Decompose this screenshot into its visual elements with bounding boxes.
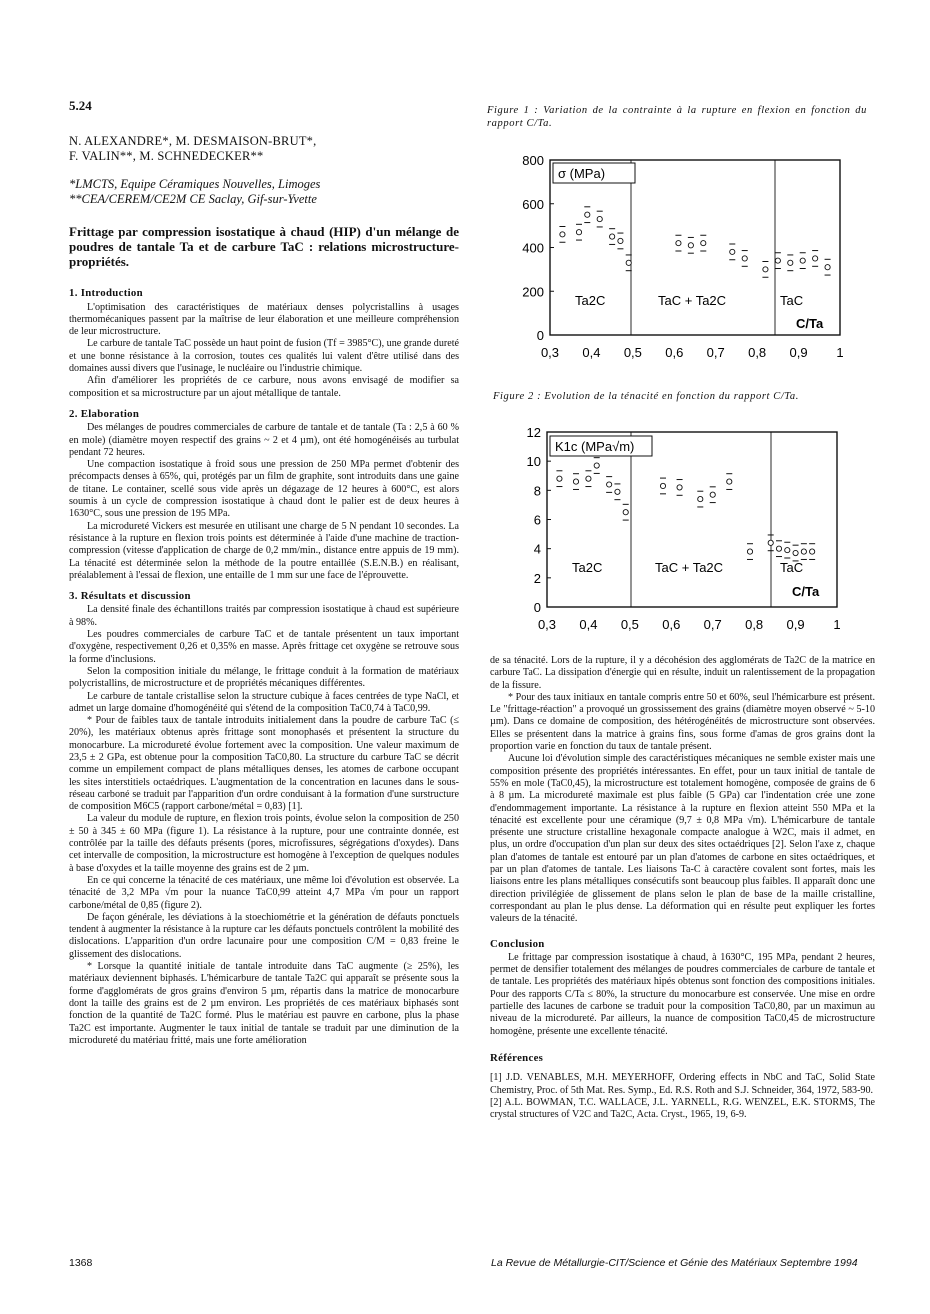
data-point xyxy=(675,235,681,251)
data-point xyxy=(776,541,782,557)
intro-paragraph-3: Afin d'améliorer les propriétés de ce carbure, nous avons envisagé de modifier sa composition et sa microstructure par un ajout métallique de tantale. xyxy=(69,375,459,399)
paper-title: Frittage par compression isostatique à chaud (HIP) d'un mélange de poudres de tantale Ta et de carbure TaC : relations microstructure-propriétés. xyxy=(69,224,459,270)
x-tick-label: 0,7 xyxy=(706,345,725,360)
elaboration-heading: 2. Elaboration xyxy=(69,407,140,420)
reference-1: [1] J.D. VENABLES, M.H. MEYERHOFF, Ordering effects in NbC and TaC, Solid State Chemistry, Proc. of 5th Mat. Res. Symp., Ed. R.S. Roth and S.J. Schneider, 364, 1972, 583-90. xyxy=(490,1072,875,1096)
reference-2: [2] A.L. BOWMAN, T.C. WALLACE, J.L. YARNELL, R.G. WENZEL, E.K. STORMS, The crystal structures of V2C and Ta2C, Acta. Cryst., 1965, 19, 6-9. xyxy=(490,1096,875,1121)
region-label-tac-ta2c: TaC + Ta2C xyxy=(655,560,724,575)
x-tick-label: 0,9 xyxy=(789,345,808,360)
data-point xyxy=(688,237,694,253)
right-paragraph-1: de sa ténacité. Lors de la rupture, il y a décohésion des agglomérats de Ta2C de la matrice en carbure TaC. La dissipation d'énergie qui en résulte, induit un ralentissement de la propagation de la fissure. xyxy=(490,655,875,691)
authors-line-1: N. ALEXANDRE*, M. DESMAISON-BRUT*, xyxy=(69,134,317,149)
region-label-tac: TaC xyxy=(780,560,804,575)
data-point xyxy=(573,474,579,490)
chart-frame xyxy=(547,432,837,607)
figure-2-chart xyxy=(500,420,860,640)
x-axis-label: C/Ta xyxy=(792,584,820,599)
affiliations xyxy=(69,177,459,206)
data-point xyxy=(594,458,600,474)
y-tick-label: 6 xyxy=(533,512,541,528)
y-tick-label: 10 xyxy=(526,454,541,470)
y-tick-label: 0 xyxy=(536,328,544,343)
page-number: 1368 xyxy=(69,1257,93,1269)
figure-1-chart xyxy=(500,150,860,375)
data-point xyxy=(787,255,793,271)
x-tick-label: 0,5 xyxy=(620,617,639,632)
region-label-tac-ta2c: TaC + Ta2C xyxy=(658,293,727,308)
results-paragraph-3: Selon la composition initiale du mélange, le frittage conduit à la formation de matériaux polycristallins, de microstructure et de propriétés mécaniques différentes. xyxy=(69,665,459,690)
data-point xyxy=(809,544,815,560)
right-column xyxy=(490,655,875,1121)
right-paragraph-2: * Pour des taux initiaux en tantale compris entre 50 et 60%, seul l'hémicarbure est présent. Le "frittage-réaction" a provoqué un grossissement des grains (diamètre moyen observé ~ 5-10 µm). Dans ce domaine de composition, des hétérogénéités de microstructure sont observées. Elles se présentent dans la matrice à grains fins, sous forme d'amas de gros grains dont la proportion varie en fonction du taux de tantale présent. xyxy=(490,691,875,753)
paper-code: 5.24 xyxy=(69,98,92,113)
y-tick-label: 600 xyxy=(522,196,544,212)
y-tick-label: 400 xyxy=(522,240,544,256)
data-point xyxy=(742,251,748,267)
data-point xyxy=(801,544,807,560)
elaboration-paragraph-3: La microdureté Vickers est mesurée en utilisant une charge de 5 N pendant 10 secondes. La résistance à la rupture en flexion trois points est déterminée à l'aide d'une machine de traction-compression (vitesse d'application de charge de 0,2 mm/min., distance entre appuis de 19 mm). La ténacité est déterminée selon la méthode de la poutre entaillée (S.E.N.B.) en réalisant, préalablement à l'essai de flexion, une entaille de 1 mm sur une face de l'éprouvette. xyxy=(69,520,459,581)
right-paragraph-3: Aucune loi d'évolution simple des caractéristiques mécaniques ne semble exister mais une composition présente des propriétés intéressantes. En effet, pour un taux initial de tantale de 55% en mole (TaC0,45), la microstructure est totalement homogène, composée de grains de 6 à 8 µm. La microdureté maximale est plus faible (5 GPa) car l'indentation crée une zone d'endommagement importante. La résistance à la rupture en flexion atteint 550 MPa et la ténacité est excellente pour une céramique (9,7 ± 0,8 MPa √m). L'hémicarbure de tantale présente une structure cristalline hexagonale compacte analogue à W2C, mais il admet, en plus, un ordre d'occupation d'un plan sur deux des sites octaédriques [2]. Selon l'axe z, chaque plan d'atomes de tantale est entouré par un plan d'atomes de carbone en sites octaédriques, et par un plan d'atomes de tantale. Les liaisons Ta-C à caractère covalent sont fortes, mais les liaisons entre les plans métalliques consécutifs sont beaucoup plus faibles. Il apparaît donc une direction privilégiée de glissement de plans selon le plan de base de la maille cristalline, correspondant au plan le plus dense. La déformation qui en résulte peut expliquer les fortes valeurs de la ténacité. xyxy=(490,753,875,925)
x-axis-label: C/Ta xyxy=(796,316,824,331)
left-column xyxy=(69,100,459,1047)
y-tick-label: 12 xyxy=(526,425,541,440)
intro-paragraph-2: Le carbure de tantale TaC possède un haut point de fusion (Tf = 3985°C), une grande dureté et une bonne résistance à la corrosion, toutes ces qualités lui valent d'être utilisé dans des domaines aussi divers que l'usinage, le nucléaire ou l'industrie chimique. xyxy=(69,338,459,375)
data-point xyxy=(660,478,666,494)
x-tick-label: 0,8 xyxy=(745,617,764,632)
x-tick-label: 1 xyxy=(836,345,844,360)
results-paragraph-7: En ce qui concerne la ténacité de ces matériaux, une même loi d'évolution est observée. La ténacité de 3,2 MPa √m pour la nuance TaC0,99 atteint 4,7 MPa √m pour un rapport carbone/métal de 0,85 (figure 2). xyxy=(69,874,459,911)
elaboration-paragraph-2: Une compaction isostatique à froid sous une pression de 250 MPa permet d'obtenir des précompacts denses à 65%, qui, protégés par un film de graphite, sont introduits dans une gaine de titane. Le container, scellé sous vide après un dégazage de 12 heures à 600°C, est alors soumis à un cycle de compression isostatique à chaud dont le palier est de deux heures à 1630°C, sous une pression de 195 MPa. xyxy=(69,459,459,520)
data-point xyxy=(800,253,806,269)
data-point xyxy=(700,235,706,251)
data-point xyxy=(710,487,716,503)
region-label-ta2c: Ta2C xyxy=(575,293,606,308)
data-point xyxy=(747,544,753,560)
results-paragraph-1: La densité finale des échantillons traités par compression isostatique à chaud est supérieure à 98%. xyxy=(69,604,459,628)
results-paragraph-8: De façon générale, les déviations à la stoechiométrie et la génération de défauts ponctuels tendent à augmenter la résistance à la rupture car les défauts ponctuels contrôlent la mobilité des dislocations. L'apparition d'un ordre lacunaire pour une composition C/M = 0,83 freine le glissement des dislocations. xyxy=(69,911,459,960)
x-tick-label: 1 xyxy=(833,617,841,632)
data-point xyxy=(617,233,623,249)
x-tick-label: 0,6 xyxy=(665,345,684,360)
authors xyxy=(69,134,459,163)
y-axis-label: σ (MPa) xyxy=(558,166,606,181)
data-point xyxy=(825,259,831,275)
affiliation-1: *LMCTS, Equipe Céramiques Nouvelles, Limoges xyxy=(69,177,321,192)
data-point xyxy=(609,229,615,245)
y-tick-label: 2 xyxy=(533,570,541,586)
data-point xyxy=(812,251,818,267)
x-tick-label: 0,3 xyxy=(540,345,560,360)
region-label-ta2c: Ta2C xyxy=(572,560,603,575)
affiliation-2: **CEA/CEREM/CE2M CE Saclay, Gif-sur-Yvette xyxy=(69,191,317,206)
intro-heading: 1. Introduction xyxy=(69,287,143,300)
authors-line-2: F. VALIN**, M. SCHNEDECKER** xyxy=(69,148,264,163)
data-point xyxy=(677,480,683,496)
data-point xyxy=(793,545,799,561)
data-point xyxy=(584,207,590,223)
region-label-tac: TaC xyxy=(780,293,804,308)
results-paragraph-9: * Lorsque la quantité initiale de tantale introduite dans TaC augmente (≥ 25%), les matériaux deviennent biphasés. L'hémicarbure de tantale Ta2C qui apparaît se présente sous la forme d'agglomérats de gros grains d'environ 5 µm, répartis dans la matrice de monocarbure dont la taille des grains est de 2 µm environ. Les propriétés de ces matériaux biphasés sont fonction de la quantité de Ta2C formé. Plus le matériau est pauvre en carbone, plus la phase Ta2C est importante. Augmenter le taux initial de tantale se traduit par une diminution de la microdureté du matériau fritté, mais une forte amélioration xyxy=(69,961,459,1046)
chart-frame xyxy=(550,160,840,335)
x-tick-label: 0,3 xyxy=(537,617,557,632)
data-point xyxy=(762,262,768,278)
results-paragraph-2: Les poudres commerciales de carbure TaC et de tantale présentent un taux important d'oxygène, respectivement 0,26 et 0,35% en masse. Après frittage cet oxygène se retrouve sous la forme d'inclusions. xyxy=(69,629,459,665)
data-point xyxy=(606,477,612,493)
data-point xyxy=(585,471,591,487)
figure-1-caption: Figure 1 : Variation de la contrainte à la rupture en flexion en fonction du rapport C/Ta. xyxy=(487,105,867,129)
y-tick-label: 4 xyxy=(533,541,541,557)
x-tick-label: 0,9 xyxy=(786,617,805,632)
x-tick-label: 0,4 xyxy=(582,345,601,360)
conclusion-heading: Conclusion xyxy=(490,937,545,950)
y-tick-label: 8 xyxy=(533,483,541,499)
x-tick-label: 0,7 xyxy=(703,617,722,632)
journal-footer: La Revue de Métallurgie-CIT/Science et Génie des Matériaux Septembre 1994 xyxy=(491,1257,858,1269)
references-list xyxy=(490,1072,875,1121)
data-point xyxy=(614,484,620,500)
y-tick-label: 200 xyxy=(522,284,544,300)
data-point xyxy=(623,504,629,520)
data-point xyxy=(597,211,603,227)
intro-paragraph-1: L'optimisation des caractéristiques de matériaux denses polycristallins à usages thermomécaniques passent par la maîtrise de leur élaboration et une meilleure compréhension de leur microstructure. xyxy=(69,301,459,338)
y-tick-label: 800 xyxy=(522,153,544,168)
elaboration-paragraph-1: Des mélanges de poudres commerciales de carbure de tantale et de tantale (Ta : 2,5 à 60 % en mole) (diamètre moyen respectif des grains ~ 2 et 4 µm), ont été homogénéisés au turbulat pendant 72 heures. xyxy=(69,422,459,458)
x-tick-label: 0,5 xyxy=(623,345,642,360)
figure-2-caption: Figure 2 : Evolution de la ténacité en fonction du rapport C/Ta. xyxy=(493,391,799,402)
y-tick-label: 0 xyxy=(533,600,541,615)
results-paragraph-5: * Pour de faibles taux de tantale introduits initialement dans la poudre de carbure TaC (≤ 20%), les matériaux obtenus après frittage sont monophasés et présentent la structure du monocarbure. La microdureté évolue fortement avec la composition. Une valeur maximum de 23,5 ± 2 GPa, est obtenue pour la composition TaC0,80. La structure du carbure TaC se décrit comme un empilement compact de plans métalliques denses, les atomes de carbone occupant les sites interstitiels octaédriques. L'augmentation de la concentration en lacunes dans le sous-réseau carboné se traduit par l'apparition d'un ordre conduisant à la formation d'une surstructure de composition M6C5 (rapport carbone/métal = 0,83) [1]. xyxy=(69,715,459,813)
data-point xyxy=(729,244,735,260)
results-heading: 3. Résultats et discussion xyxy=(69,590,191,603)
data-point xyxy=(726,474,732,490)
data-point xyxy=(556,471,562,487)
x-tick-label: 0,4 xyxy=(579,617,598,632)
results-paragraph-4: Le carbure de tantale cristallise selon la structure cubique à faces centrées de type NaCl, et admet un large domaine d'homogénéité qui s'étend de la composition TaC0,74 à TaC0,99. xyxy=(69,690,459,714)
y-axis-label: K1c (MPa√m) xyxy=(555,439,635,454)
conclusion-paragraph: Le frittage par compression isostatique à chaud, à 1630°C, 195 MPa, pendant 2 heures, permet de densifier totalement des mélanges de poudres commerciales de carbure de tantale et de tantale. Les propriétés des matériaux hipés obtenus sont fonction des compositions initiales. Pour des rapports C/Ta ≤ 80%, la structure du monocarbure est conservée. Une mise en ordre partielle des lacunes de carbone se traduit pour la composition TaC0,80, par un maximun au niveau de la microdureté. Par ailleurs, la nuance de composition TaC0,45 de microstructure homogène, présente une excellente ténacité. xyxy=(490,951,875,1037)
data-point xyxy=(784,542,790,558)
x-tick-label: 0,6 xyxy=(662,617,681,632)
data-point xyxy=(576,224,582,240)
x-tick-label: 0,8 xyxy=(748,345,767,360)
data-point xyxy=(775,253,781,269)
results-paragraph-6: La valeur du module de rupture, en flexion trois points, évolue selon la composition de 250 ± 50 à 345 ± 60 MPa (figure 1). La résistance à la rupture, pour une contrainte donnée, est contrôlée par la taille des défauts présents (pores, microfissures, ségrégations d'oxydes). Dans cet intervalle de composition, la microstructure est homogène à l'exception de quelques nodules à base d'oxydes et la taille moyenne des grains est de 2 µm. xyxy=(69,813,459,874)
data-point xyxy=(559,227,565,243)
references-heading: Références xyxy=(490,1051,544,1064)
data-point xyxy=(697,491,703,507)
